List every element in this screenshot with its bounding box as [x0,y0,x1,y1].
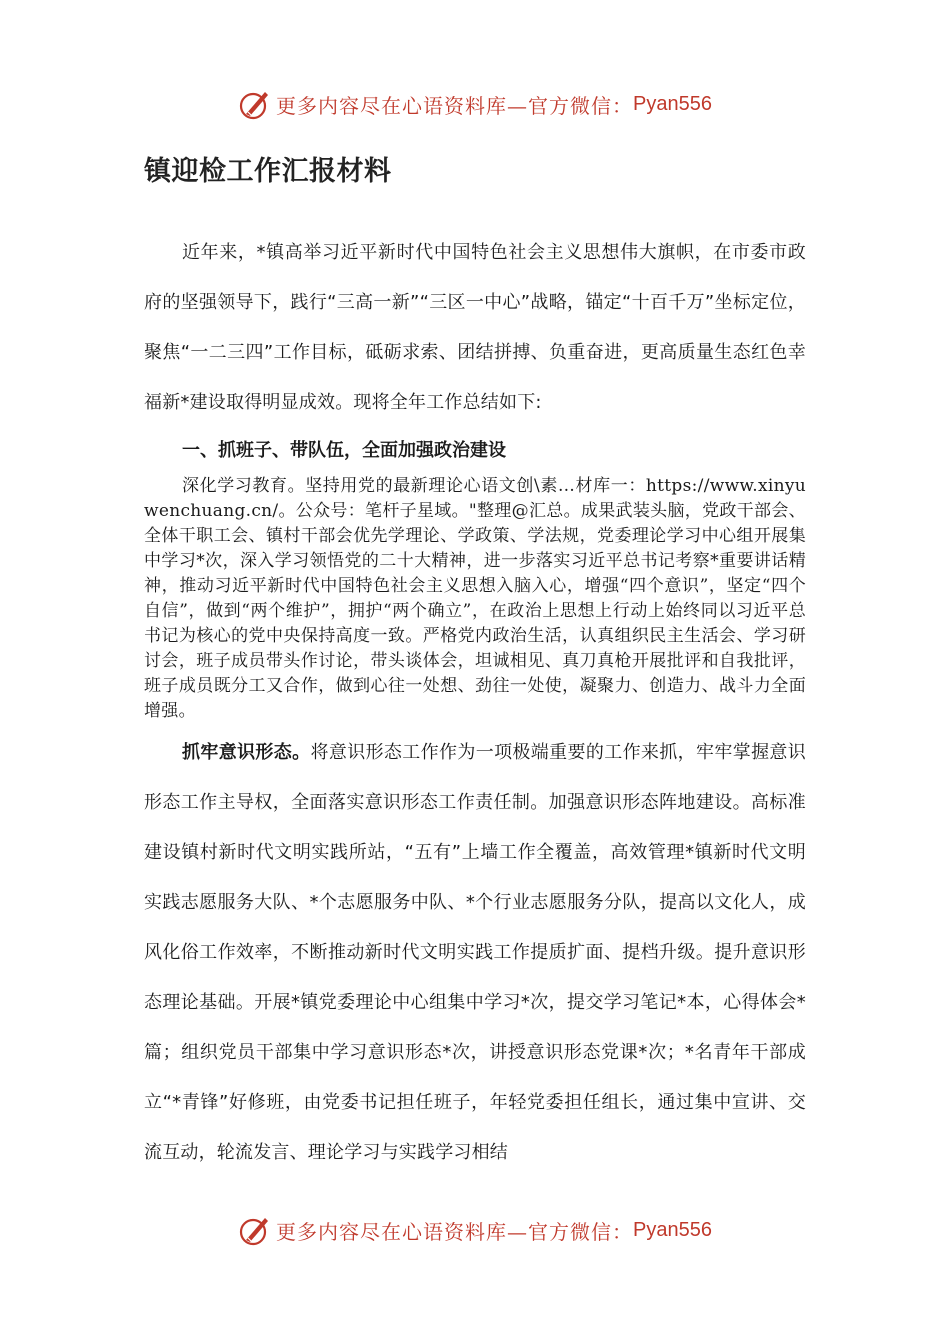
ideology-paragraph [144,728,806,1178]
banner-text: 更多内容尽在心语资料库—官方微信： [276,93,634,118]
section-heading-1: 一、抓班子、带队伍，全面加强政治建设 [182,440,506,461]
banner-text: 更多内容尽在心语资料库—官方微信： [276,1219,634,1244]
banner-wechat-id: Pyan556 [633,1218,712,1241]
document-body [144,150,806,1178]
study-education-paragraph: 深化学习教育。坚持用党的最新理论心语文创\素…材库一：https://www.xinyuwenchuang.cn/。公众号：笔杆子星域。"整理@汇总。成果武装头脑，党政干部会、全体干职工会、镇村干部会优先学理论、学政策、学法规，党委理论学习中心组开展集中学习*次，深入学习领悟党的二十大精神，进一步落实习近平总书记考察*重要讲话精神，推动习近平新时代中国特色社会主义思想入脑入心，增强“四个意识”，坚定“四个自信”，做到“两个维护”，拥护“两个确立”，在政治上思想上行动上始终同以习近平总书记为核心的党中央保持高度一致。严格党内政治生活，认真组织民主生活会、学习研讨会，班子成员带头作讨论，带头谈体会，坦诚相见、真刀真枪开展批评和自我批评，班子成员既分工又合作，做到心往一处想、劲往一处使，凝聚力、创造力、战斗力全面增强。 [144,476,806,721]
quill-pen-logo-icon [238,87,272,121]
header-watermark-banner [0,84,950,124]
ideology-paragraph-lead: 抓牢意识形态。 [182,742,311,763]
ideology-paragraph-body: 将意识形态工作作为一项极端重要的工作来抓，牢牢掌握意识形态工作主导权，全面落实意识形态工作责任制。加强意识形态阵地建设。高标准建设镇村新时代文明实践所站，“五有”上墙工作全覆盖，高效管理*镇新时代文明实践志愿服务大队、*个志愿服务中队、*个行业志愿服务分队，提高以文化人，成风化俗工作效率，不断推动新时代文明实践工作提质扩面、提档升级。提升意识形态理论基础。开展*镇党委理论中心组集中学习*次，提交学习笔记*本，心得体会*篇；组织党员干部集中学习意识形态*次，讲授意识形态党课*次；*名青年干部成立“*青锋”好修班，由党委书记担任班子，年轻党委担任组长，通过集中宣讲、交流互动，轮流发言、理论学习与实践学习相结 [144,742,806,1163]
footer-watermark-banner [0,1210,950,1250]
quill-pen-logo-icon [238,1213,272,1247]
banner-wechat-id: Pyan556 [633,92,712,115]
document-title: 镇迎检工作汇报材料 [144,156,392,187]
intro-paragraph: 近年来，*镇高举习近平新时代中国特色社会主义思想伟大旗帜，在市委市政府的坚强领导下，践行“三高一新”“三区一中心”战略，锚定“十百千万”坐标定位，聚焦“一二三四”工作目标，砥砺求索、团结拼搏、负重奋进，更高质量生态红色幸福新*建设取得明显成效。现将全年工作总结如下: [144,242,806,413]
